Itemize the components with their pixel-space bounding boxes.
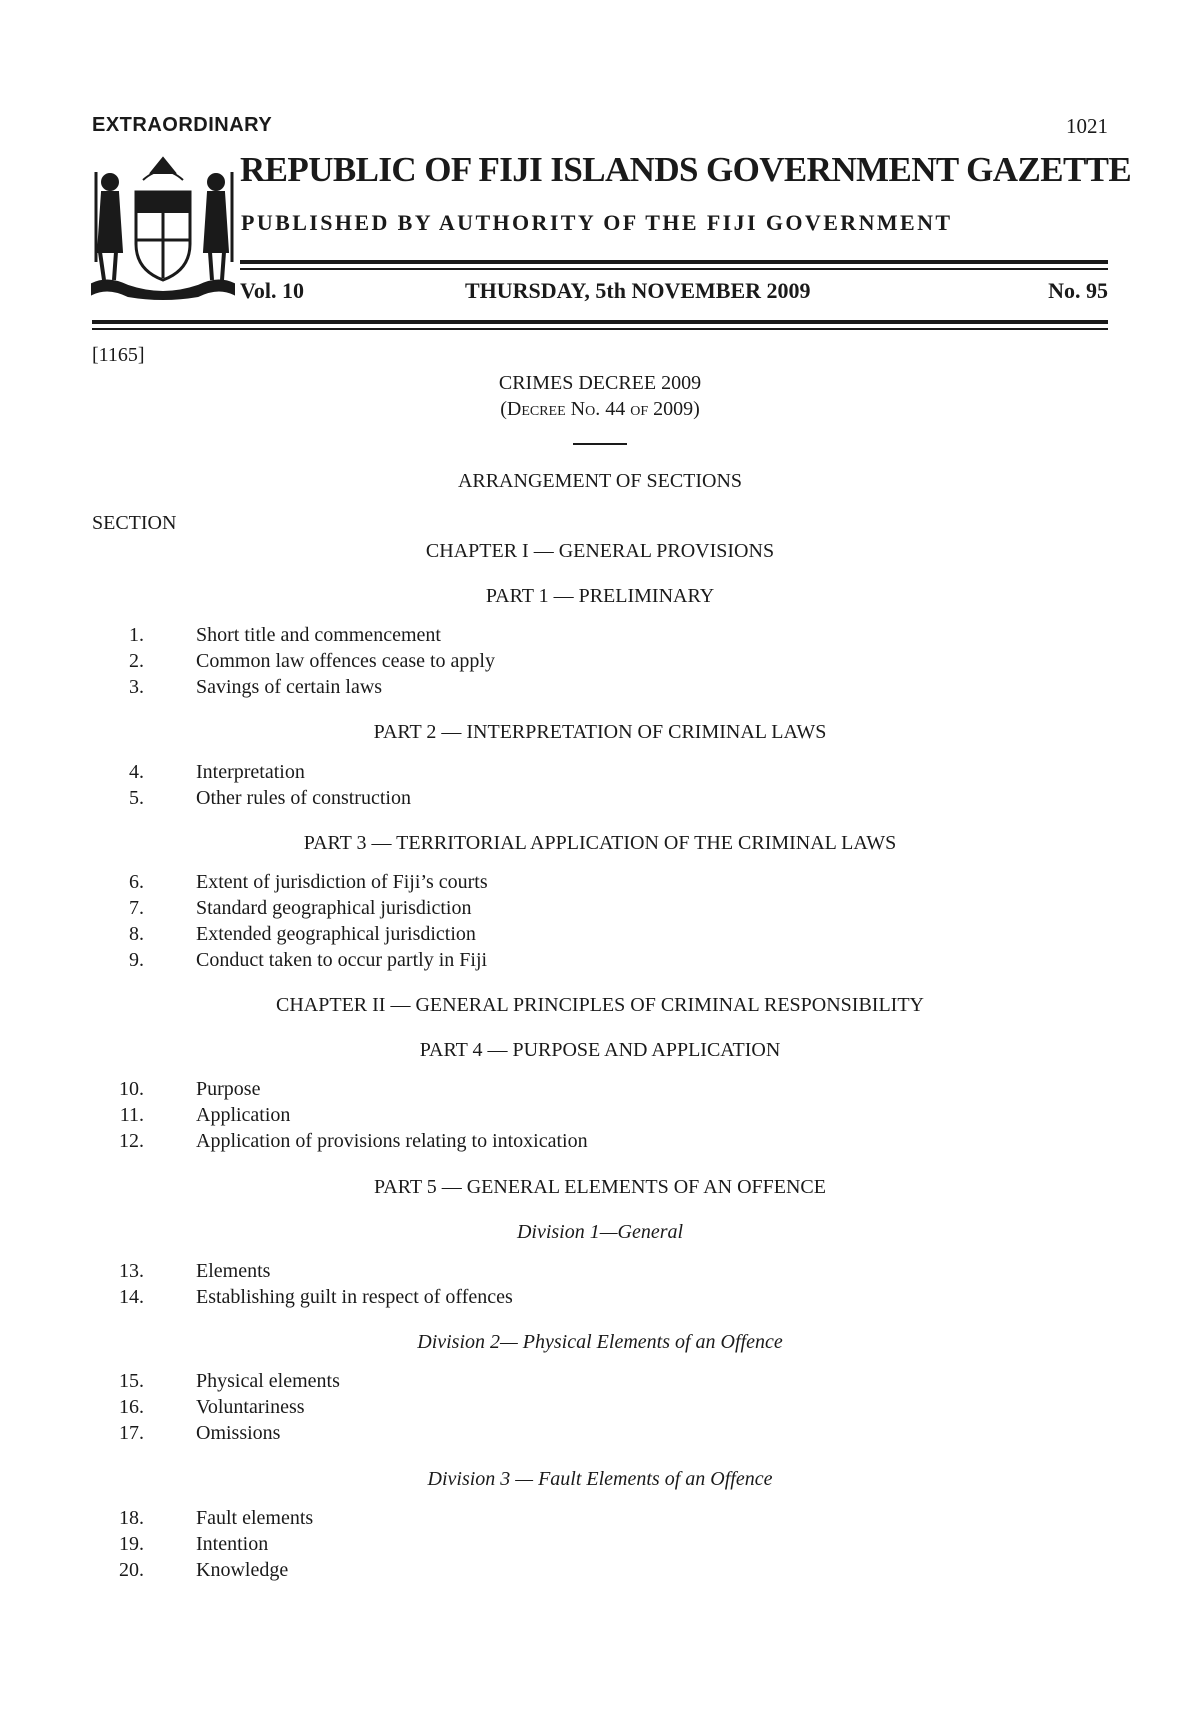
notice-number: [1165] <box>92 344 145 366</box>
list-item <box>0 923 1200 947</box>
section-title: Purpose <box>196 1078 261 1100</box>
issue-number: No. 95 <box>1048 278 1108 303</box>
list-item <box>0 897 1200 921</box>
section-number: 20. <box>119 1559 144 1581</box>
section-title: Intention <box>196 1533 269 1555</box>
list-item <box>0 650 1200 674</box>
section-number: 13. <box>119 1260 144 1282</box>
section-number: 10. <box>119 1078 144 1100</box>
section-number: 9. <box>129 949 144 971</box>
section-number: 17. <box>119 1422 144 1444</box>
chapter-heading: CHAPTER I — GENERAL PROVISIONS <box>425 540 775 562</box>
section-number: 8. <box>129 923 144 945</box>
issue-date: THURSDAY, 5th NOVEMBER 2009 <box>465 278 811 303</box>
division-heading: Division 3 — Fault Elements of an Offence <box>427 1468 773 1490</box>
section-title: Other rules of construction <box>196 787 411 809</box>
part-heading: PART 4 — PURPOSE AND APPLICATION <box>419 1039 781 1061</box>
section-title: Application of provisions relating to intoxication <box>196 1130 588 1152</box>
section-number: 5. <box>129 787 144 809</box>
list-item <box>0 1396 1200 1420</box>
section-title: Extended geographical jurisdiction <box>196 923 476 945</box>
section-title: Conduct taken to occur partly in Fiji <box>196 949 488 971</box>
part-heading: PART 2 — INTERPRETATION OF CRIMINAL LAWS <box>373 721 827 743</box>
section-number: 15. <box>119 1370 144 1392</box>
gazette-subtitle: PUBLISHED BY AUTHORITY OF THE FIJI GOVERNMENT <box>241 210 953 235</box>
division-heading: Division 2— Physical Elements of an Offence <box>417 1331 783 1353</box>
page-number: 1021 <box>1066 114 1108 138</box>
list-item <box>0 1422 1200 1446</box>
list-item <box>0 1370 1200 1394</box>
section-number: 16. <box>119 1396 144 1418</box>
part-heading: PART 1 — PRELIMINARY <box>485 585 715 607</box>
header-rule <box>240 260 1108 264</box>
section-number: 14. <box>119 1286 144 1308</box>
list-item <box>0 1507 1200 1531</box>
list-item <box>0 1078 1200 1102</box>
masthead-rule-thin <box>92 328 1108 330</box>
section-title: Standard geographical jurisdiction <box>196 897 472 919</box>
section-number: 4. <box>129 761 144 783</box>
list-item <box>0 949 1200 973</box>
section-number: 11. <box>119 1104 144 1126</box>
division-heading: Division 1—General <box>516 1221 684 1243</box>
list-item <box>0 1130 1200 1154</box>
section-number: 7. <box>129 897 144 919</box>
section-number: 19. <box>119 1533 144 1555</box>
list-item <box>0 624 1200 648</box>
volume: Vol. 10 <box>240 278 304 303</box>
section-number: 12. <box>119 1130 144 1152</box>
section-title: Establishing guilt in respect of offences <box>196 1286 513 1308</box>
section-title: Short title and commencement <box>196 624 441 646</box>
list-item <box>0 1260 1200 1284</box>
list-item <box>0 676 1200 700</box>
masthead-rule <box>92 320 1108 324</box>
list-item <box>0 1533 1200 1557</box>
section-number: 3. <box>129 676 144 698</box>
section-title: Elements <box>196 1260 271 1282</box>
section-number: 2. <box>129 650 144 672</box>
list-item <box>0 1559 1200 1583</box>
chapter-heading: CHAPTER II — GENERAL PRINCIPLES OF CRIMINAL RESPONSIBILITY <box>276 994 924 1016</box>
section-title: Omissions <box>196 1422 281 1444</box>
section-title: Physical elements <box>196 1370 340 1392</box>
part-heading: PART 3 — TERRITORIAL APPLICATION OF THE CRIMINAL LAWS <box>303 832 897 854</box>
section-title: Fault elements <box>196 1507 314 1529</box>
list-item <box>0 787 1200 811</box>
list-item <box>0 761 1200 785</box>
list-item <box>0 1104 1200 1128</box>
gazette-title: REPUBLIC OF FIJI ISLANDS GOVERNMENT GAZETTE <box>240 150 1132 189</box>
section-title: Interpretation <box>196 761 305 783</box>
section-title: Common law offences cease to apply <box>196 650 495 672</box>
section-number: 1. <box>129 624 144 646</box>
title-divider <box>573 443 627 445</box>
section-title: Knowledge <box>196 1559 289 1581</box>
section-label: SECTION <box>92 512 177 534</box>
list-item <box>0 871 1200 895</box>
arrangement-heading: ARRANGEMENT OF SECTIONS <box>457 470 743 492</box>
section-title: Voluntariness <box>196 1396 305 1418</box>
section-title: Extent of jurisdiction of Fiji’s courts <box>196 871 488 893</box>
section-number: 6. <box>129 871 144 893</box>
fiji-coat-of-arms-icon <box>88 152 238 302</box>
header-rule-thin <box>240 268 1108 270</box>
decree-title: CRIMES DECREE 2009 <box>498 372 702 394</box>
section-title: Application <box>196 1104 291 1126</box>
list-item <box>0 1286 1200 1310</box>
section-title: Savings of certain laws <box>196 676 383 698</box>
extraordinary-label: EXTRAORDINARY <box>92 114 273 136</box>
section-number: 18. <box>119 1507 144 1529</box>
part-heading: PART 5 — GENERAL ELEMENTS OF AN OFFENCE <box>374 1176 826 1198</box>
decree-number: (Decree No. 44 of 2009) <box>500 398 700 420</box>
